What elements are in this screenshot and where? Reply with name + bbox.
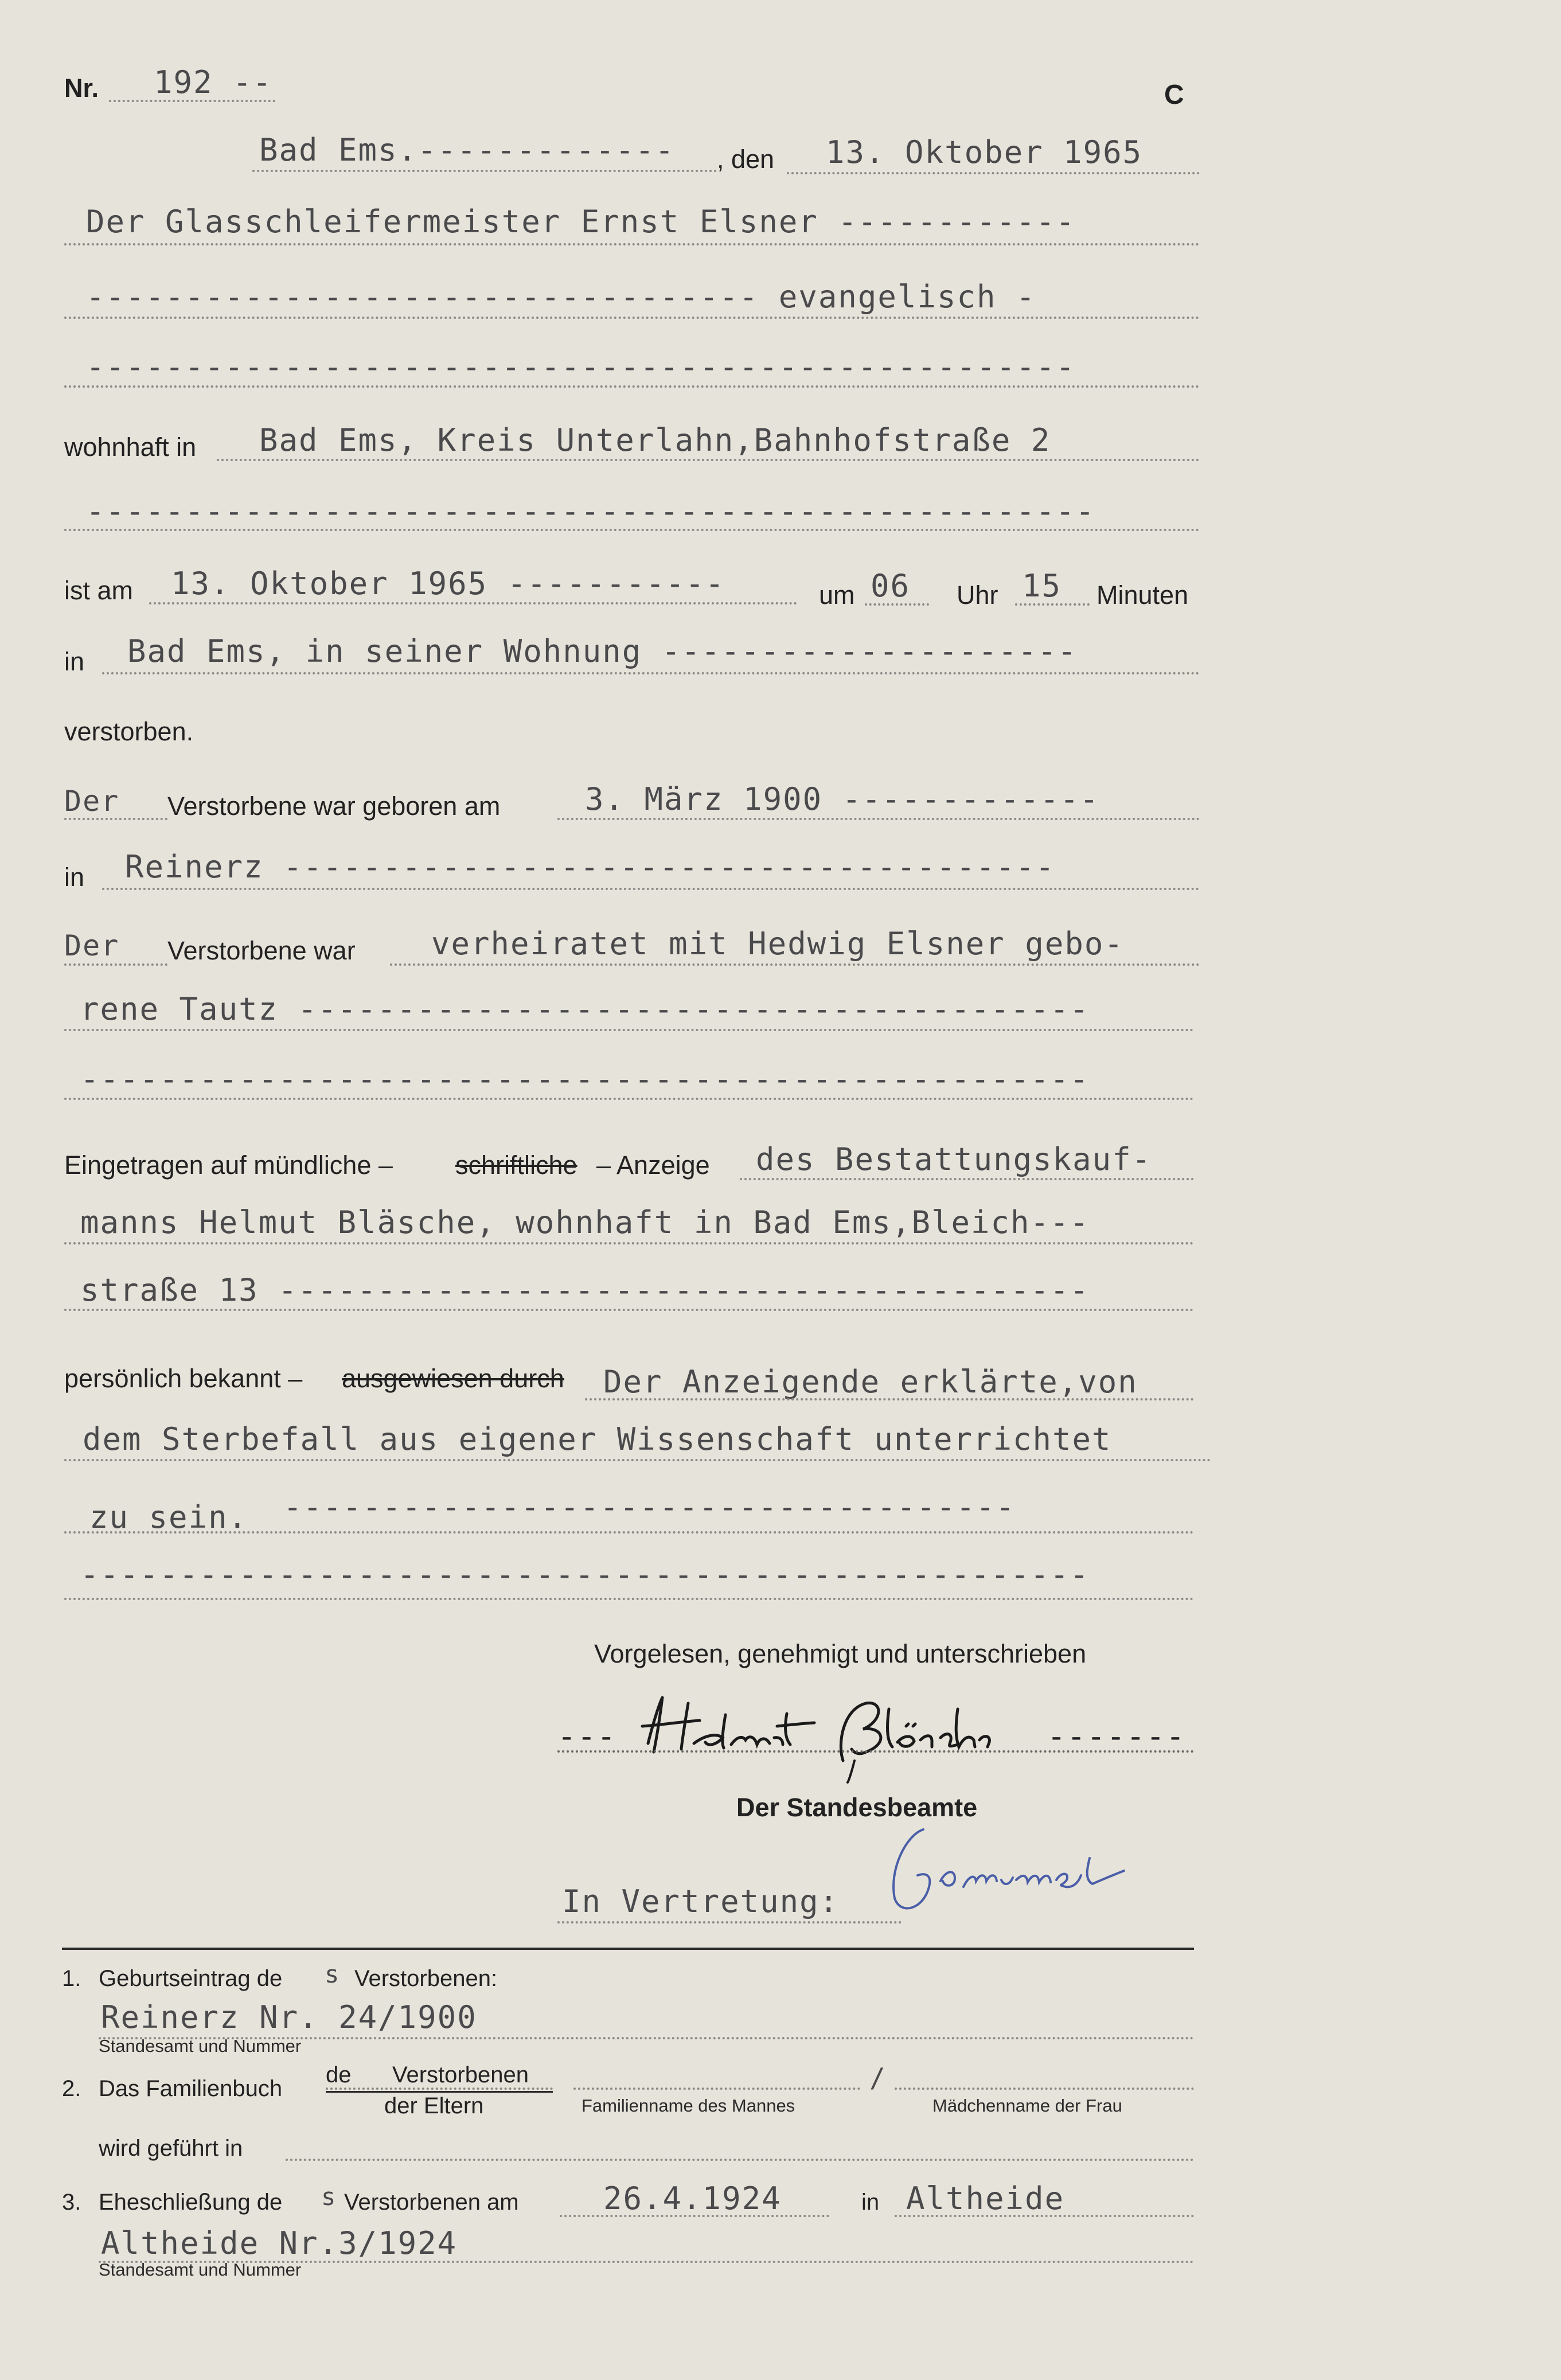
place-underline [252,170,717,172]
death-hour: 06 [871,568,911,604]
representation-label: In Vertretung: [562,1883,840,1919]
death-date: 13. Oktober 1965 ----------- [171,565,725,602]
underline [585,1398,1194,1400]
form-letter: C [1164,80,1184,110]
note-3-date: 26.4.1924 [603,2180,782,2217]
death-in-label: in [64,647,85,676]
signature-suffix-dashes: ------- [1047,1718,1186,1754]
identity-line-3-text: zu sein. [89,1499,248,1535]
note-1-label-b: Verstorbenen: [354,1966,498,1991]
underline [326,2088,553,2090]
note-3-in-label: in [861,2190,880,2215]
underline [64,1098,1194,1100]
underline [149,602,797,604]
note-3-label-b: Verstorbenen am [344,2190,519,2215]
registration-struck: schriftliche [455,1150,577,1180]
note-3-label-a: Eheschließung de [99,2190,283,2215]
registration-line-2: manns Helmut Bläsche, wohnhaft in Bad Ems,Bleich--- [80,1204,1090,1240]
header-date: 13. Oktober 1965 [826,134,1143,170]
underline [895,2088,1194,2090]
marital-line-1: verheiratet mit Hedwig Elsner gebo- [431,926,1124,962]
option-divider [326,2091,553,2093]
residence-label: wohnhaft in [64,432,197,462]
death-minutes: 15 [1022,568,1062,604]
note-2-de: de [326,2062,352,2088]
verstorben-label: verstorben. [64,717,194,746]
underline [286,2159,1194,2161]
underline [64,243,1200,245]
signature-prefix-dashes: --- [557,1718,617,1754]
birth-label: Verstorbene war geboren am [167,791,501,821]
registration-label-b: – Anzeige [596,1150,710,1180]
note-2-slash: / [869,2062,887,2093]
note-1-s: s [325,1960,341,1988]
underline [64,1531,1194,1534]
note-2-label: Das Familienbuch [99,2076,283,2101]
residence-line-2: --------------------------------------------------- [86,493,1096,529]
note-1-value: Reinerz Nr. 24/1900 [101,1999,477,2035]
deceased-line-3: -------------------------------------------------- [86,349,1076,385]
identity-struck: ausgewiesen durch [342,1364,564,1393]
nr-label: Nr. [64,73,99,103]
registration-line-3: straße 13 ----------------------------------------- [80,1272,1090,1308]
birth-place: Reinerz --------------------------------------- [125,849,1056,885]
birth-der: Der [64,785,120,818]
underline [64,385,1200,388]
underline [560,2215,829,2217]
note-2-label-2: wird geführt in [99,2136,243,2161]
den-label: , den [717,145,775,174]
residence-line-1: Bad Ems, Kreis Unterlahn,Bahnhofstraße 2 [259,422,1051,458]
signature-underline [557,1750,1194,1753]
underline [557,818,1200,820]
underline [740,1178,1194,1180]
underline [64,317,1200,319]
header-place: Bad Ems.------------- [259,132,675,168]
note-3-sub: Standesamt und Nummer [99,2260,302,2280]
note-1-number: 1. [62,1966,81,1991]
deceased-line-2: ---------------------------------- evangelisch - [86,279,1036,315]
note-3-s: s [321,2183,337,2211]
note-3-place: Altheide [906,2180,1065,2217]
registration-label-a: Eingetragen auf mündliche – [64,1150,393,1180]
note-3-value: Altheide Nr.3/1924 [101,2225,458,2261]
section-divider [62,1948,1194,1950]
underline [64,1242,1194,1244]
underline [102,672,1200,674]
uhr-label: Uhr [957,580,998,610]
underline [1015,603,1090,606]
note-2-sub-1: Familienname des Mannes [582,2096,795,2116]
nr-underline [109,100,275,102]
registrar-signature [872,1812,1181,1927]
note-3-number: 3. [62,2190,81,2215]
identity-line-3-dashes: ------------------------------------- [283,1489,1016,1525]
birth-in-label: in [64,863,85,892]
marital-line-3: --------------------------------------------------- [80,1061,1090,1097]
marital-der: Der [64,929,120,962]
underline [64,1598,1194,1600]
deceased-line-1: Der Glasschleifermeister Ernst Elsner ------------ [86,204,1076,240]
underline [64,1029,1194,1031]
underline [102,888,1200,890]
identity-label: persönlich bekannt – [64,1364,303,1393]
identity-line-2: dem Sterbefall aus eigener Wissenschaft unterrichtet [83,1421,1112,1457]
underline [64,1309,1194,1311]
underline [64,1459,1211,1461]
ist-am-label: ist am [64,576,134,605]
informant-signature [637,1680,1055,1784]
nr-value: 192 -- [154,64,273,100]
underline [64,529,1200,531]
marital-line-2: rene Tautz ---------------------------------------- [80,991,1090,1027]
underline [64,963,167,966]
note-2-option-2: der Eltern [384,2093,484,2118]
um-label: um [819,580,855,610]
marital-label: Verstorbene war [167,936,356,965]
underline [895,2215,1194,2217]
identity-line-1: Der Anzeigende erklärte,von [603,1364,1138,1400]
underline [573,2088,860,2090]
death-place: Bad Ems, in seiner Wohnung --------------------- [127,633,1078,669]
representation-underline [557,1921,902,1923]
underline [390,963,1200,966]
note-1-label-a: Geburtseintrag de [99,1966,283,1991]
identity-line-4: --------------------------------------------------- [80,1556,1090,1593]
underline [64,818,167,820]
registrar-label: Der Standesbeamte [736,1793,978,1822]
minuten-label: Minuten [1096,580,1189,610]
date-underline [787,172,1200,174]
note-2-option-1: Verstorbenen [392,2062,529,2088]
birth-date: 3. März 1900 ------------- [585,781,1100,817]
underline [865,603,929,606]
note-2-sub-2: Mädchenname der Frau [932,2096,1122,2116]
note-1-sub: Standesamt und Nummer [99,2036,302,2056]
registration-line-1: des Bestattungskauf- [756,1141,1152,1177]
read-approved-label: Vorgelesen, genehmigt und unterschrieben [594,1639,1087,1668]
underline [217,459,1200,461]
note-2-number: 2. [62,2076,81,2101]
